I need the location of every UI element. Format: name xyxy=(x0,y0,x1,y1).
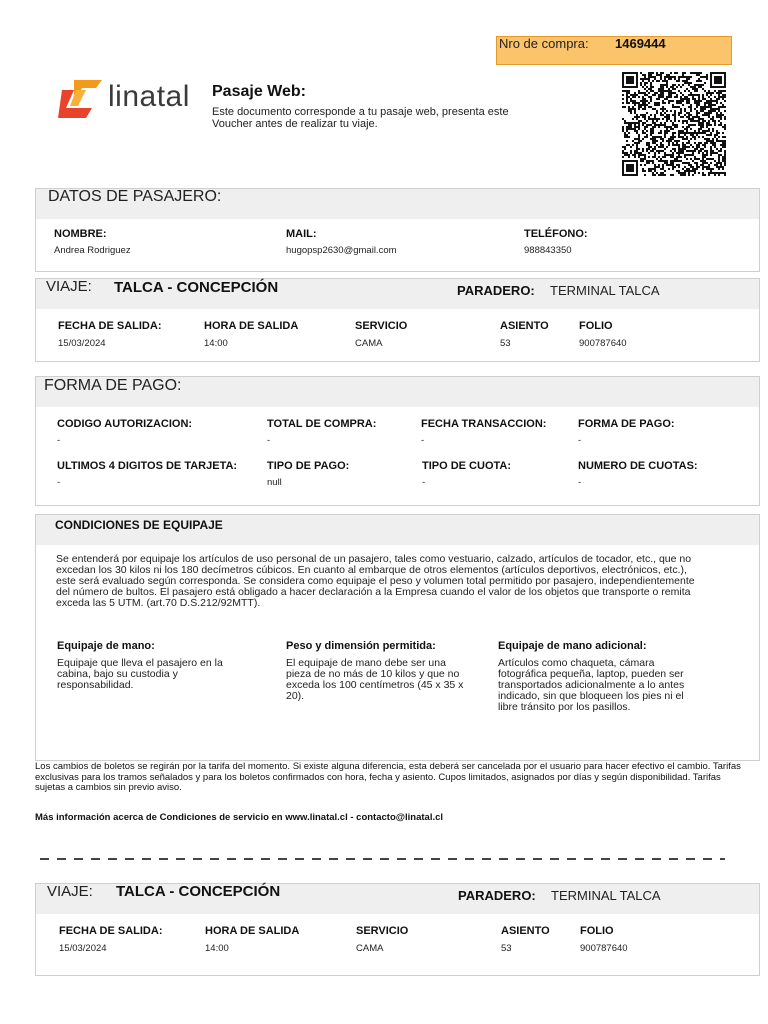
fecha-transaccion-value: - xyxy=(421,435,425,446)
folio-value: 900787640 xyxy=(579,338,627,349)
trip-coupon-paradero-value: TERMINAL TALCA xyxy=(551,888,661,903)
passenger-title: DATOS DE PASAJERO: xyxy=(48,188,222,205)
numero-cuotas-value: - xyxy=(578,477,582,488)
nombre-label: NOMBRE: xyxy=(54,228,107,240)
tipo-cuota-label: TIPO DE CUOTA: xyxy=(422,460,512,472)
baggage-body: Se entenderá por equipaje los artículos de uso personal de un pasajero, tales como vestuario, calzado, artículos de tocador, etc., que no excedan los 30 kilos ni los 180 decímetros cúbicos. En cuanto al embarque de otros elementos (artículos deportivos, electrónicos, etc.), este será evaluado según corresponda. Se considera como equipaje el peso y volumen total permitido por pasajero, independientemente del número de bultos. El pasajero está obligado a hacer declaración a la Empresa cuando el valor de los objetos que transporte o remita exceda las 5 UTM. (art.70 D.S.212/92MTT). xyxy=(56,553,695,609)
info-text: Más información acerca de Condiciones de servicio en www.linatal.cl - contacto@linatal.cl xyxy=(35,812,444,823)
equipaje-mano-body: Equipaje que lleva el pasajero en la cabina, bajo su custodia y responsabilidad. xyxy=(57,657,223,691)
peso-dimension-title: Peso y dimensión permitida: xyxy=(286,640,436,652)
baggage-title: CONDICIONES DE EQUIPAJE xyxy=(55,518,223,532)
codigo-value: - xyxy=(57,435,61,446)
equipaje-mano-title: Equipaje de mano: xyxy=(57,640,155,652)
tipo-cuota-value: - xyxy=(422,477,426,488)
paradero-value: TERMINAL TALCA xyxy=(550,283,660,298)
trip-coupon-hora-value: 14:00 xyxy=(205,943,229,954)
paradero-label: PARADERO: xyxy=(457,283,535,298)
trip-coupon-route: TALCA - CONCEPCIÓN xyxy=(116,883,281,900)
tipo-pago-label: TIPO DE PAGO: xyxy=(267,460,350,472)
fecha-salida-value: 15/03/2024 xyxy=(58,338,106,349)
telefono-label: TELÉFONO: xyxy=(524,228,588,240)
trip-coupon-folio-value: 900787640 xyxy=(580,943,628,954)
fecha-salida-label: FECHA DE SALIDA: xyxy=(58,320,162,332)
purchase-number-value: 1469444 xyxy=(615,36,666,51)
trip-coupon-fecha-value: 15/03/2024 xyxy=(59,943,107,954)
asiento-label: ASIENTO xyxy=(500,320,549,332)
hora-salida-label: HORA DE SALIDA xyxy=(204,320,299,332)
digitos-label: ULTIMOS 4 DIGITOS DE TARJETA: xyxy=(57,460,238,472)
forma-pago-label: FORMA DE PAGO: xyxy=(578,418,675,430)
trip-coupon-paradero-label: PARADERO: xyxy=(458,888,536,903)
nombre-value: Andrea Rodriguez xyxy=(54,245,131,256)
cambios-text: Los cambios de boletos se regirán por la tarifa del momento. Si existe alguna diferencia, esta deberá ser cancelada por el usuario para hacer efectivo el cambio. Tarifas exclusivas para los tramos señalados y para los boletos confirmados con hora, fecha y asiento. Cupos limitados, asignados por días y según disponibilidad. Tarifas sujetas a cambios sin previo aviso. xyxy=(35,761,741,793)
numero-cuotas-label: NUMERO DE CUOTAS: xyxy=(578,460,698,472)
trip-coupon-asiento-value: 53 xyxy=(501,943,512,954)
total-value: - xyxy=(267,435,271,446)
trip-coupon-hora-label: HORA DE SALIDA xyxy=(205,925,300,937)
trip-coupon-servicio-value: CAMA xyxy=(356,943,384,954)
mail-value: hugopsp2630@gmail.com xyxy=(286,245,397,256)
mail-label: MAIL: xyxy=(286,228,317,240)
qr-code-icon xyxy=(622,72,726,176)
baggage-panel xyxy=(35,514,760,761)
hora-salida-value: 14:00 xyxy=(204,338,228,349)
servicio-value: CAMA xyxy=(355,338,383,349)
trip-route: TALCA - CONCEPCIÓN xyxy=(114,279,279,296)
folio-label: FOLIO xyxy=(579,320,613,332)
purchase-number-label: Nro de compra: xyxy=(499,36,589,51)
servicio-label: SERVICIO xyxy=(355,320,408,332)
trip-coupon-servicio-label: SERVICIO xyxy=(356,925,409,937)
codigo-label: CODIGO AUTORIZACION: xyxy=(57,418,193,430)
trip-label: VIAJE: xyxy=(46,278,92,295)
page-description: Este documento corresponde a tu pasaje web, presenta este Voucher antes de realizar tu viaje. xyxy=(212,106,509,130)
cut-line-divider xyxy=(40,858,725,860)
trip-coupon-label: VIAJE: xyxy=(47,883,93,900)
linatal-logo-icon xyxy=(56,76,106,122)
trip-coupon-fecha-label: FECHA DE SALIDA: xyxy=(59,925,163,937)
telefono-value: 988843350 xyxy=(524,245,572,256)
digitos-value: - xyxy=(57,477,61,488)
equipaje-adicional-title: Equipaje de mano adicional: xyxy=(498,640,647,652)
linatal-logo-text: linatal xyxy=(108,80,190,113)
total-label: TOTAL DE COMPRA: xyxy=(267,418,377,430)
tipo-pago-value: null xyxy=(267,477,282,488)
forma-pago-value: - xyxy=(578,435,582,446)
asiento-value: 53 xyxy=(500,338,511,349)
equipaje-adicional-body: Artículos como chaqueta, cámara fotográfica pequeña, laptop, pueden ser transportados adicionalmente a lo antes indicado, sin que bloqueen los pies ni el libre tránsito por los pasillos. xyxy=(498,657,685,713)
trip-coupon-folio-label: FOLIO xyxy=(580,925,614,937)
page-title: Pasaje Web: xyxy=(212,83,306,100)
payment-title: FORMA DE PAGO: xyxy=(44,377,182,394)
fecha-transaccion-label: FECHA TRANSACCION: xyxy=(421,418,547,430)
trip-coupon-asiento-label: ASIENTO xyxy=(501,925,550,937)
peso-dimension-body: El equipaje de mano debe ser una pieza de no más de 10 kilos y que no exceda los 100 centímetros (45 x 35 x 20). xyxy=(286,657,464,702)
